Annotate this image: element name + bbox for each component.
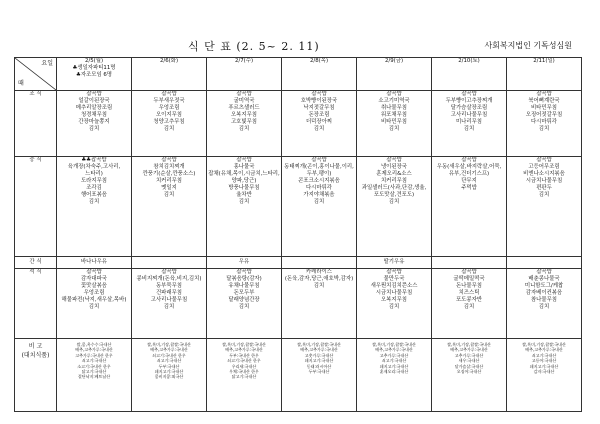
meal-label: 중 식 [15, 157, 57, 257]
menu-item: 잡곡밥 [536, 157, 552, 163]
origin-item: 고추가루:국내산 [454, 352, 484, 358]
menu-item: 육개장(차숙주,고사리, [67, 164, 121, 171]
menu-item: 돈나물무침 [455, 283, 483, 290]
lunch-cell [57, 157, 132, 257]
menu-item: 잡곡밥 [386, 269, 402, 275]
origin-item: 돼지고기:국내산 [379, 363, 409, 369]
menu-item: 김치 [538, 304, 550, 311]
origin-item: 배추,고추가루:국내산 [75, 347, 113, 353]
day-header [132, 58, 207, 91]
menu-item: 잡곡밥 [86, 91, 102, 97]
origin-item: 동태:러시아산 [306, 363, 332, 369]
page-title: 식 단 표 (2. 5~ 2. 11) [188, 40, 320, 53]
menu-item: 김치 [313, 126, 325, 133]
menu-item: 방풍나물무침 [228, 185, 260, 192]
menu-item: 가지야채볶음 [303, 192, 335, 199]
dinner-cell [282, 269, 357, 339]
origin-item: 훈제오리:국내산 [379, 368, 409, 374]
menu-item: 시금치나물무침 [525, 178, 563, 185]
origin-item: 우리새:국내산 [231, 363, 257, 369]
menu-item: 콩비지찌개(돈육,비지,김치) [136, 276, 202, 283]
menu-item: 조각김 [86, 185, 102, 192]
origin-item: 쌀,콩,옥수수:국내산 [76, 342, 112, 347]
origin-item: 고등어:국내산 [531, 358, 557, 364]
menu-item: 두부빵이고추장찌개 [445, 98, 493, 105]
dinner-cell [507, 269, 582, 339]
origin-cell [132, 339, 207, 412]
day-date: 2/8(목) [309, 58, 329, 64]
menu-item: 김치 [88, 126, 100, 133]
menu-item: 멧일지 [161, 185, 177, 192]
menu-item: 김치 [163, 192, 175, 199]
origin-item: 배추,고추가루:국내산 [450, 347, 488, 353]
menu-item: 바나나우유 [80, 258, 108, 265]
menu-item: 돈모두부 [233, 290, 255, 297]
menu-item: 해물파전(낙지,새우살,목바) [61, 297, 127, 304]
menu-item: 김치 [238, 199, 250, 206]
lunch-cell [282, 157, 357, 257]
menu-item: 잡곡밥 [386, 157, 402, 163]
origin-item: 결단낙지:베트남산 [77, 374, 111, 380]
menu-item: 잡채(유채,목이,시금치,느타리,양파,당근) [208, 171, 280, 185]
dinner-cell [207, 269, 282, 339]
day-header [357, 58, 432, 91]
menu-item: 잡곡밥 [461, 157, 477, 163]
menu-item: 미니함도그/케찹 [524, 283, 564, 290]
origin-item: 쇠고기:국내산 [156, 358, 182, 364]
menu-item: 주먹밥 [461, 185, 477, 192]
menu-item: 단무지 [461, 178, 477, 185]
organization-name: 사회복지법인 기독성심원 [484, 41, 572, 50]
menu-item: 푸르츠샐러드 [228, 105, 260, 112]
menu-item: 잡곡밥 [311, 157, 327, 163]
origin-item: 소고기:국내산 한우 [77, 363, 111, 369]
origin-item: 쌀,흑미,기장,찹쌀:국내산 [147, 342, 191, 347]
origin-cell [207, 339, 282, 412]
origin-item: 쌀,흑미,기장,찹쌀:국내산 [447, 342, 491, 347]
dinner-cell [432, 269, 507, 339]
origin-item: 쌀,흑미,기장,찹쌀:국내산 [297, 342, 341, 347]
menu-item: 우엉조림 [158, 105, 180, 112]
origin-item: 쇠고기:국내산 [531, 352, 557, 358]
menu-item: 간장마늘쫑지 [78, 119, 110, 126]
dinner-cell [132, 269, 207, 339]
dinner-cell [57, 269, 132, 339]
corner-label-meal: 때 [18, 80, 24, 88]
menu-item: 고등어무조림 [528, 164, 560, 171]
day-header [57, 58, 132, 91]
menu-item: 도라지무침 [80, 178, 108, 185]
snack-cell [357, 257, 432, 269]
menu-item: 참나물무침 [530, 297, 558, 304]
menu-item: (돈육,감자,당근,애호박,감자) [284, 276, 354, 283]
origin-item: 쇠고기:국내산 한우 [152, 352, 186, 358]
menu-item: 감자대파국 [80, 276, 108, 283]
menu-item: 율차반 [236, 192, 252, 199]
menu-item: 미나리무침 [455, 119, 483, 126]
menu-item: 잡곡밥 [461, 91, 477, 97]
day-note: ♣자조모임 6명 [75, 72, 112, 79]
snack-row [15, 257, 582, 269]
menu-item: 잡곡밥 [86, 269, 102, 275]
day-date: 2/6(화) [159, 58, 179, 64]
menu-item: 딸기우유 [383, 258, 405, 265]
origin-row [15, 339, 582, 412]
menu-item: 동태찌개(곤이,홍이나물,이리,두부,팽이) [284, 164, 354, 178]
menu-item: 취나물무침 [380, 105, 408, 112]
origin-cell [57, 339, 132, 412]
origin-cell [507, 339, 582, 412]
day-header [507, 58, 582, 91]
menu-item: ♣♣잡곡밥 [81, 157, 107, 163]
origin-item: 우체:국내산 한우 [229, 368, 259, 374]
menu-item: 비타민무침 [380, 119, 408, 126]
menu-item: 잡곡밥 [161, 91, 177, 97]
menu-item: 잡곡밥 [536, 269, 552, 275]
origin-item: 두부:국내산 [158, 363, 180, 369]
origin-item: 배추,고추가루:국내산 [375, 347, 413, 353]
menu-item: 잡곡밥 [461, 269, 477, 275]
menu-item: 다시마튀각 [530, 119, 558, 126]
menu-item: 김치 [388, 126, 400, 133]
menu-table [14, 57, 582, 412]
day-date: 2/5(월) [84, 58, 104, 64]
menu-item: 굴떡메밀떡국 [453, 276, 485, 283]
breakfast-cell [357, 91, 432, 157]
menu-item: 김치 [463, 126, 475, 133]
origin-item: 배추,고추가루:국내산 [150, 347, 188, 353]
origin-item: 돼지고기:국내산 [304, 358, 334, 364]
menu-item: 북어뼈계란국 [528, 98, 560, 105]
snack-cell [282, 257, 357, 269]
snack-cell [507, 257, 582, 269]
menu-item: 메추리알장조림 [75, 105, 113, 112]
origin-item: 쇠고기:국내산 한우 [227, 358, 261, 364]
lunch-cell [132, 157, 207, 257]
menu-item: 시금치나물무침 [375, 290, 413, 297]
header-row [15, 58, 582, 91]
meal-label: 석 식 [15, 269, 57, 339]
day-header [432, 58, 507, 91]
menu-item: 홍나물국 [233, 164, 255, 171]
menu-item: 치커리무침 [155, 178, 183, 185]
menu-item: 김치 [463, 304, 475, 311]
menu-item: 김치 [388, 199, 400, 206]
menu-item: 물만두국 [383, 276, 405, 283]
menu-item: 우동(새우살,바지락살,어묵,유부,건더기스프) [436, 164, 502, 178]
menu-item: 잡곡밥 [161, 157, 177, 163]
origin-cell [282, 339, 357, 412]
origin-item: 배추,고추가루:국내산 [225, 347, 263, 353]
origin-item: 오징어:국내산 [456, 368, 482, 374]
day-date: 2/7(수) [234, 58, 254, 64]
menu-item: 김치 [313, 283, 325, 290]
menu-item: 달볶음탕(감자) [226, 276, 262, 283]
menu-item: 훈제오리&소스 [376, 171, 412, 178]
menu-item: 느타리) [85, 171, 103, 178]
dinner-row [15, 269, 582, 339]
menu-item: 김치 [388, 304, 400, 311]
menu-item: 잡곡밥 [236, 269, 252, 275]
menu-item: 새우뭔치김치쯘소스 [370, 283, 418, 290]
dinner-cell [357, 269, 432, 339]
menu-item: 참치김치찌개 [153, 164, 185, 171]
menu-item: 돈장조림 [308, 112, 330, 119]
origin-item: 고춧가루:국내산 [304, 352, 334, 358]
snack-cell [432, 257, 507, 269]
menu-item: 워포채무침 [380, 112, 408, 119]
menu-item: 잡곡밥 [386, 91, 402, 97]
menu-item: 김치 [88, 304, 100, 311]
origin-item: 감자:국내산 [533, 368, 555, 374]
menu-item: 달래양념간장 [228, 297, 260, 304]
menu-item: 잡곡밥 [311, 91, 327, 97]
menu-item: 비엔나소시지볶음 [523, 171, 565, 178]
menu-item: 우유 [238, 258, 250, 265]
menu-item: 포도콩자반 [455, 297, 483, 304]
menu-item: 굴미역국 [233, 98, 255, 105]
breakfast-cell [432, 91, 507, 157]
breakfast-row [15, 91, 582, 157]
menu-item: 김치 [163, 126, 175, 133]
lunch-cell [207, 157, 282, 257]
menu-item: 달가슴살장조림 [450, 105, 488, 112]
menu-item: 두부새우젓국 [153, 98, 185, 105]
meal-label: 비 고 (대치식품) [15, 339, 57, 412]
lunch-cell [357, 157, 432, 257]
corner-label-day: 요일 [41, 60, 53, 67]
breakfast-cell [507, 91, 582, 157]
menu-item: 치즈스틱 [458, 290, 480, 297]
day-header [207, 58, 282, 91]
origin-item: 돼지고기:국내산 [529, 363, 559, 369]
menu-item: 청경채무침 [80, 112, 108, 119]
origin-item: 쇠고기:국내산 [81, 358, 107, 364]
breakfast-cell [132, 91, 207, 157]
day-date: 2/9(금) [384, 58, 404, 64]
day-date: 2/11(일) [533, 58, 555, 64]
menu-item: 감자베이컨볶음 [525, 290, 563, 297]
menu-item: 김치 [238, 126, 250, 133]
menu-item: 편판두 [536, 185, 552, 192]
menu-item: 꽃맛살볶음 [80, 283, 108, 290]
menu-item: 김치 [313, 199, 325, 206]
menu-item: 잡곡밥 [236, 91, 252, 97]
menu-item: 잡곡밥 [161, 269, 177, 275]
lunch-row [15, 157, 582, 257]
origin-item: 돼지고기:국내산 [154, 368, 184, 374]
menu-item: 청양고추무침 [153, 119, 185, 126]
origin-item: 두부:국내산 [308, 368, 330, 374]
snack-cell [207, 257, 282, 269]
origin-item: 쇠고기:국내산 [381, 358, 407, 364]
snack-cell [57, 257, 132, 269]
origin-item: 콩비지콩:외국산 [154, 374, 184, 380]
menu-item: 고사리나물무침 [450, 112, 488, 119]
corner-cell [15, 58, 57, 91]
menu-item: 카레라이스 [305, 269, 333, 275]
menu-item: 다시마튀각 [305, 185, 333, 192]
day-note: ♣생일자파티11명 [72, 65, 116, 72]
snack-cell [132, 257, 207, 269]
menu-item: 김치 [538, 126, 550, 133]
menu-item: 과일샐러드(사과,단감,생율,포도맛살,견포도) [361, 185, 427, 199]
menu-item: 동부묵무침 [155, 283, 183, 290]
menu-item: 우엉조림 [83, 290, 105, 297]
origin-item: 두부:국내산 한우 [229, 352, 259, 358]
meal-label: 간 식 [15, 257, 57, 269]
menu-item: 행어포볶음 [80, 192, 108, 199]
breakfast-cell [282, 91, 357, 157]
menu-item: 소고기미역국 [378, 98, 410, 105]
origin-item: 쌀,흑미,기장,찹쌀:국내산 [372, 342, 416, 347]
day-date: 2/10(토) [458, 58, 480, 64]
menu-item: 치커리무침 [380, 178, 408, 185]
origin-item: 배추,고추가루:국내산 [525, 347, 563, 353]
origin-item: 쌀,흑미,기장,찹쌀:국내산 [222, 342, 266, 347]
menu-item: 김치 [538, 192, 550, 199]
menu-item: 얼갈이된장국 [78, 98, 110, 105]
menu-item: 더덕장아찌 [305, 119, 333, 126]
origin-item: 달가슴살:국내산 [454, 363, 484, 369]
menu-item: 배춘콩나물국 [528, 276, 560, 283]
menu-item: 김치 [163, 304, 175, 311]
menu-item: 잡곡밥 [236, 157, 252, 163]
menu-item: 호박빵이된장국 [300, 98, 338, 105]
origin-item: 배추,고추가루:국내산 [300, 347, 338, 353]
menu-item: 오복지무침 [380, 297, 408, 304]
menu-item: 비타민무침 [530, 105, 558, 112]
lunch-cell [507, 157, 582, 257]
origin-item: 쌀,흑미,기장,찹쌀:국내산 [522, 342, 566, 347]
menu-item: 김치 [238, 304, 250, 311]
origin-item: 고추가루:국내산 한우 [75, 352, 113, 358]
menu-item: 유채나물무침 [228, 283, 260, 290]
origin-cell [432, 339, 507, 412]
origin-item: 새우:국내산 [458, 358, 480, 364]
meal-label: 조 식 [15, 91, 57, 157]
menu-item: 잡곡밥 [536, 91, 552, 97]
menu-item: 고사리나물무침 [150, 297, 188, 304]
menu-item: 깐풍기(순살,깐풍소스) [142, 171, 196, 178]
origin-item: 고추가루:국내산 [379, 352, 409, 358]
lunch-cell [432, 157, 507, 257]
menu-item: 김치 [88, 199, 100, 206]
menu-item: 오징어젓갈무침 [525, 112, 563, 119]
menu-item: 건파래무침 [155, 290, 183, 297]
menu-item: 고호빛무침 [230, 119, 258, 126]
menu-item: 콘포크소시지볶음 [298, 178, 340, 185]
day-header [282, 58, 357, 91]
breakfast-cell [207, 91, 282, 157]
menu-item: 오복지무침 [230, 112, 258, 119]
breakfast-cell [57, 91, 132, 157]
origin-item: 닭고기:국내산 [81, 368, 107, 374]
origin-cell [357, 339, 432, 412]
menu-item: 냉이된장국 [380, 164, 408, 171]
menu-item: 낙지젓갈무침 [303, 105, 335, 112]
menu-item: 오이지무침 [155, 112, 183, 119]
origin-item: 닭고기:국내산 [231, 374, 257, 380]
